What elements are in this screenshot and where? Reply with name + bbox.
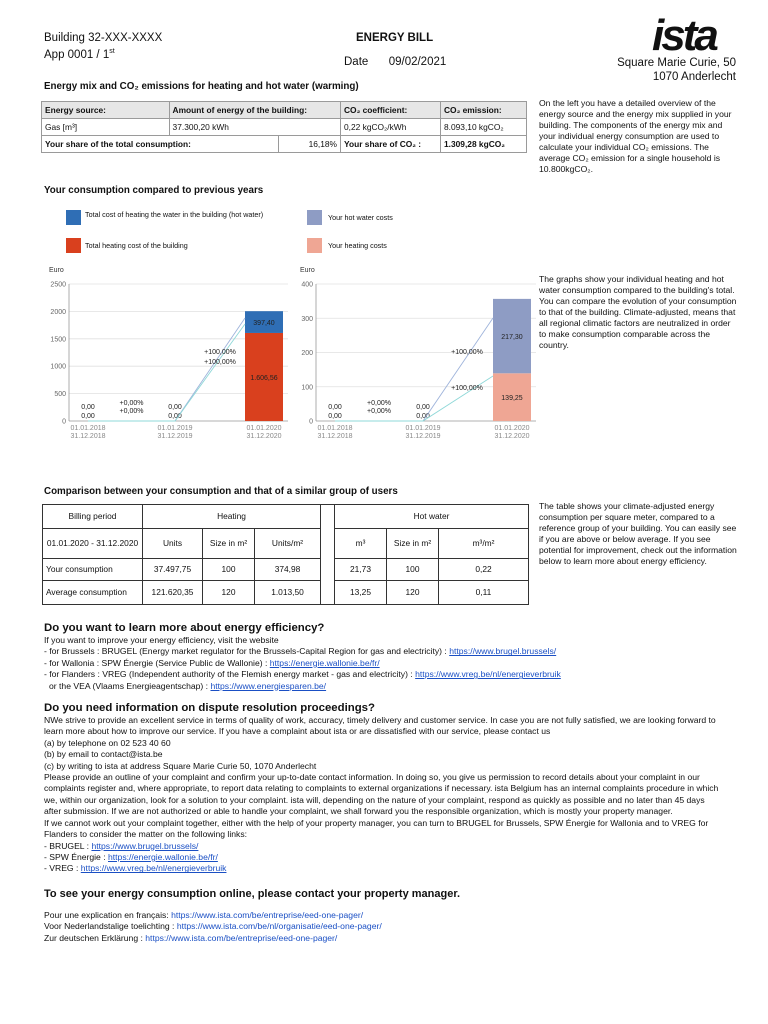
dispute-contact-phone: (a) by telephone on 02 523 40 60 [44,737,171,748]
ista-logo [652,16,738,56]
col-energy-source: Energy source: [42,102,170,119]
bill-date [344,55,446,69]
online-de [44,933,724,944]
billing-period-label: Billing period [43,505,143,529]
y-tick-label: 400 [301,281,313,289]
trend-line-heating [335,376,493,421]
x-tick-label: 01.01.2018 [70,425,106,432]
bar-label-lower: 0,00 [168,413,182,420]
bar-label-lower: 139,25 [501,395,523,403]
annotation-change: +0,00% [119,400,144,407]
energy-mix-title: Energy mix and CO₂ emissions for heating and hot water (warming) [44,81,359,92]
x-tick-label: 01.01.2020 [494,425,530,432]
efficiency-intro: If you want to improve your energy efficiency, visit the website [44,635,279,645]
dispute-link-spw [44,852,724,863]
efficiency-heading: Do you want to learn more about energy efficiency? [44,622,325,634]
energy-mix-header-row [42,102,527,119]
previous-years-title: Your consumption compared to previous years [44,185,264,196]
group-comparison-table [42,504,529,605]
cell-co2-coefficient: 0,22 kgCO₂/kWh [341,119,441,136]
fr-link[interactable]: https://www.ista.com/be/entreprise/eed-one-pager/ [171,909,364,920]
x-tick-label: 01.01.2018 [317,425,353,432]
legend-label-your-heating: Your heating costs [328,241,387,250]
brussels-link[interactable]: https://www.brugel.brussels/ [449,646,557,657]
bar-label-upper: 0,00 [168,404,182,411]
x-tick-label: 31.12.2020 [494,433,530,440]
legend-swatch-your-heating [307,238,322,253]
annotation-change: +100,00% [451,385,483,392]
address-line1: Square Marie Curie, 50 [617,57,736,69]
dispute-contact-email: (b) by email to contact@ista.be [44,749,163,760]
energy-share-row [42,136,527,153]
share-co2-value: 1.309,28 kgCO₂ [441,136,527,153]
efficiency-flanders [44,669,724,680]
hot-water-header: Hot water [335,505,529,529]
company-address [617,56,736,84]
apartment-id [44,45,162,62]
bar-label-upper: 0,00 [81,404,95,411]
legend-label-building-hot-water: Total cost of heating the water in the building (hot water) [85,210,264,219]
dispute-paragraph-2: Please provide an outline of your complaint and confirm your up-to-date contact information. In doing so, you give us permission to record details about your complaint in our complaints register and, where appropriate, to report data relating to complaints to external organizations if necessary. ista Belgium has an internal complaints procedure in which we, within our organization, look for a solution to your complaint. ista will, depending on the nature of your complaint, respond as quickly as possible and no later than 45 days after submission. If we are not authorized or able to handle your complaint, we shall forward you the responsible organization, which is mostly your property manager. [44,772,719,817]
energy-mix-row [42,119,527,136]
cell-your-size-hot-water: 100 [387,559,439,581]
x-tick-label: 01.01.2019 [157,425,193,432]
x-tick-label: 31.12.2019 [157,433,193,440]
row-label-your-consumption: Your consumption [43,559,143,581]
dispute-link-vreg [44,863,724,874]
legend-item-building-hot-water [66,210,281,219]
row-label-average-consumption: Average consumption [43,581,143,605]
building-cost-chart [40,258,292,444]
x-tick-label: 01.01.2019 [405,425,441,432]
bar-label-upper: 0,00 [328,404,342,411]
brugel-link[interactable]: https://www.brugel.brussels/ [91,840,199,851]
sub-header-units: Units [143,529,203,559]
cell-avg-units-per-m2: 1.013,50 [255,581,321,605]
spw-link[interactable]: https://energie.wallonie.be/fr/ [108,851,218,862]
building-id: Building 32-XXX-XXXX [44,32,163,44]
x-tick-label: 31.12.2019 [405,433,441,440]
column-gap [321,505,335,605]
dispute-paragraph-1: NWe strive to provide an excellent service in terms of quality of work, accuracy, timely delivery and customer service. In case you are not fully satisfied, we are looking forward to learn more about how to improve our service. If you have a complaint about ista or are dissatisfied with our service, please contact us [44,715,716,737]
legend-label-building-heating: Total heating cost of the building [85,241,188,250]
energy-mix-table [41,101,527,153]
y-tick-label: 2500 [50,281,66,289]
y-tick-label: 2000 [50,308,66,316]
flanders-link[interactable]: https://www.vreg.be/nl/energieverbruik [415,669,561,680]
annotation-change: +100,00% [204,349,236,356]
x-tick-label: 01.01.2020 [246,425,282,432]
efficiency-brussels [44,646,724,657]
vea-text: or the VEA (Vlaams Energieagentschap) : [49,680,211,691]
dispute-heading: Do you need information on dispute resolution proceedings? [44,702,375,715]
de-link[interactable]: https://www.ista.com/be/entreprise/eed-one-pager/ [145,932,338,943]
fr-prefix: Pour une explication en français: [44,909,172,920]
chart-explanation: The graphs show your individual heating and hot water consumption compared to the building's total. You can compare the evolution of your consumption to that of the building. Climate-adjusted, means that all regional climatic factors are neutralized in order to make consumption comparable across the country. [539,274,737,350]
cell-co2-emission: 8.093,10 kgCO₂ [441,119,527,136]
y-tick-label: 1500 [50,336,66,344]
cell-avg-units: 121.620,35 [143,581,203,605]
bar-label-lower: 1.606,56 [250,374,278,382]
page-title: ENERGY BILL [356,32,434,44]
share-label: Your share of the total consumption: [42,136,279,153]
dispute-contact-mail: (c) by writing to ista at address Square Marie Curie 50, 1070 Anderlecht [44,760,317,771]
legend-swatch-your-hot-water [307,210,322,225]
sub-header-size-hot-water: Size in m² [387,529,439,559]
logo-text: ista [652,16,716,56]
y-tick-label: 200 [301,350,313,357]
share-co2-label: Your share of CO₂ : [341,136,441,153]
legend-item-your-heating [307,238,487,250]
online-nl [44,921,724,932]
annotation-change: +0,00% [367,408,391,415]
vea-link[interactable]: https://www.energiesparen.be/ [210,680,327,691]
sub-header-units-per-m2: Units/m² [255,529,321,559]
cell-amount: 37.300,20 kWh [169,119,340,136]
nl-prefix: Voor Nederlandstalige toelichting : [44,921,177,932]
annotation-change: +100,00% [451,349,483,356]
date-label: Date [344,56,369,68]
billing-period-value: 01.01.2020 - 31.12.2020 [43,529,143,559]
logo-graphic [652,16,738,56]
apartment-text: App 0001 / 1 [44,48,110,61]
annotation-change: +100,00% [204,359,236,366]
col-amount: Amount of energy of the building: [169,102,340,119]
online-fr [44,910,724,921]
table-row-average-consumption [43,581,529,605]
legend-item-building-heating [66,238,281,250]
cell-your-size-heating: 100 [203,559,255,581]
efficiency-wallonia [44,658,724,669]
cell-your-m3-per-m2: 0,22 [439,559,529,581]
col-co2-coefficient: CO₂ coefficient: [341,102,441,119]
x-tick-label: 31.12.2020 [246,433,282,440]
sub-header-m3: m³ [335,529,387,559]
individual-cost-chart [292,258,540,444]
y-axis-unit: Euro [49,267,64,274]
x-tick-label: 31.12.2018 [70,433,106,440]
vreg-prefix: - VREG : [44,863,81,874]
bar-label-lower: 0,00 [416,413,430,420]
brugel-prefix: - BRUGEL : [44,840,92,851]
flanders-text: - for Flanders : VREG (Independent authority of the Flemish energy market - gas and electricity) : [44,669,416,680]
cell-avg-size-heating: 120 [203,581,255,605]
heating-header: Heating [143,505,321,529]
nl-link[interactable]: https://www.ista.com/be/nl/organisatie/eed-one-pager/ [176,921,382,932]
annotation-change: +0,00% [119,408,144,415]
annotation-change: +0,00% [367,400,391,407]
group-header-row-2 [43,529,529,559]
y-tick-label: 100 [301,384,313,392]
building-info [44,31,162,62]
legend-swatch-building-heating [66,238,81,253]
y-tick-label: 0 [62,418,66,426]
bar-label-upper: 0,00 [416,404,430,411]
col-co2-emission: CO₂ emission: [441,102,527,119]
group-comparison-title: Comparison between your consumption and that of a similar group of users [44,486,398,497]
legend-label-your-hot-water: Your hot water costs [328,213,393,222]
bar-label-lower: 0,00 [81,413,95,420]
share-value: 16,18% [279,136,341,153]
trend-line-hot-water [88,318,245,421]
vreg-link[interactable]: https://www.vreg.be/nl/energieverbruik [80,863,227,874]
brussels-text: - for Brussels : BRUGEL (Energy market regulator for the Brussels-Capital Region for gas and electricity) : [44,646,450,657]
bar-label-upper: 217,30 [501,334,523,342]
cell-your-units-per-m2: 374,98 [255,559,321,581]
date-value: 09/02/2021 [388,56,447,68]
legend-item-your-hot-water [307,210,487,222]
wallonia-text: - for Wallonia : SPW Énergie (Service Public de Wallonie) : [44,657,270,668]
apartment-sup: st [109,48,115,55]
cell-your-units: 37.497,75 [143,559,203,581]
info-section [44,621,724,944]
address-line2: 1070 Anderlecht [652,71,736,83]
efficiency-vea [44,681,724,692]
spw-prefix: - SPW Énergie : [44,851,108,862]
cell-energy-source: Gas [m³] [42,119,170,136]
y-tick-label: 500 [54,391,66,399]
y-tick-label: 0 [309,418,313,426]
sub-header-size-heating: Size in m² [203,529,255,559]
legend-swatch-building-hot-water [66,210,81,225]
x-tick-label: 31.12.2018 [317,433,353,440]
cell-your-m3: 21,73 [335,559,387,581]
trend-line-hot-water [335,318,493,421]
wallonia-link[interactable]: https://energie.wallonie.be/fr/ [269,657,380,668]
cell-avg-size-hot-water: 120 [387,581,439,605]
y-tick-label: 300 [301,315,313,323]
bar-label-lower: 0,00 [328,413,342,420]
sub-header-m3-per-m2: m³/m² [439,529,529,559]
y-tick-label: 1000 [50,363,66,371]
energy-mix-explanation: On the left you have a detailed overview of the energy source and the energy mix supplied in your building. The components of the energy mix and your individual energy consumption are used to calculate your individual CO₂ emissions. The average CO₂ emission for a single household is 10.800kgCO₂. [539,98,732,174]
group-comparison-explanation: The table shows your climate-adjusted energy consumption per square meter, compared to a reference group of your building. You can easily see if you are above or below average. If you see potential for improvement, check out the information below to learn more about energy efficiency. [539,501,737,566]
group-header-row-1 [43,505,529,529]
de-prefix: Zur deutschen Erklärung : [44,932,146,943]
dispute-paragraph-3: If we cannot work out your complaint together, either with the help of your property manager, you can turn to BRUGEL for Brussels, SPW Énergie for Wallonia and to VREG for Flanders to consider the matter on the following links: [44,817,709,840]
bar-label-upper: 397,40 [253,320,275,328]
cell-avg-m3-per-m2: 0,11 [439,581,529,605]
y-axis-unit: Euro [300,267,315,274]
dispute-link-brugel [44,841,724,852]
online-heading: To see your energy consumption online, please contact your property manager. [44,887,461,900]
table-row-your-consumption [43,559,529,581]
cell-avg-m3: 13,25 [335,581,387,605]
